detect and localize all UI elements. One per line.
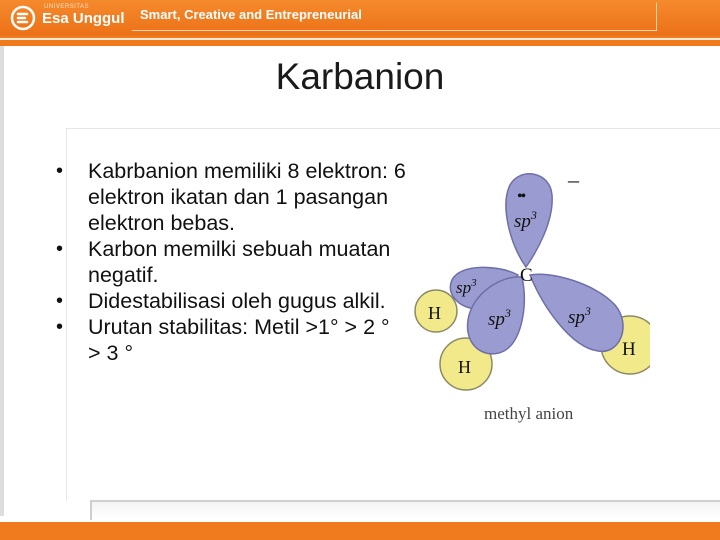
hydrogen-label-right: H	[622, 339, 636, 360]
bullet-list	[56, 158, 406, 366]
left-edge-bar	[0, 46, 4, 516]
logo-emblem-icon	[10, 5, 36, 31]
slide-title-text: Karbanion	[275, 56, 445, 97]
orbital-exponent: 3	[584, 304, 591, 318]
bullet-item: • Kabrbanion memiliki 8 elektron: 6 elektron ikatan dan 1 pasangan elektron bebas.	[56, 158, 406, 236]
orbital-exponent: 3	[530, 208, 537, 222]
methyl-anion-diagram	[410, 165, 650, 435]
orbital-label: sp	[514, 211, 531, 232]
footer-bar	[0, 522, 720, 540]
diagram-caption: methyl anion	[484, 404, 574, 423]
orbital-label: sp	[568, 307, 585, 328]
footer-rule	[90, 500, 720, 520]
orbital-label: sp	[488, 309, 505, 330]
header-rule	[0, 38, 720, 40]
slide-title	[0, 56, 720, 98]
tagline: Smart, Creative and Entrepreneurial	[140, 7, 362, 22]
orbital-label: sp	[456, 278, 472, 297]
bullet-item: • Urutan stabilitas: Metil >1° > 2 ° > 3 °	[56, 314, 406, 366]
logo-text: Esa Unggul	[42, 9, 125, 27]
lone-pair-dots: ••	[517, 188, 525, 205]
university-logo[interactable]	[10, 4, 125, 32]
hydrogen-label-bottom: H	[458, 357, 471, 377]
header-bar	[0, 0, 720, 46]
hydrogen-label-left: H	[428, 303, 441, 323]
orbital-exponent: 3	[504, 306, 511, 320]
logo-small-text: UNIVERSITAS	[44, 4, 90, 10]
orbital-exponent: 3	[471, 277, 477, 289]
bullet-item: • Karbon memilki sebuah muatan negatif.	[56, 236, 406, 288]
negative-charge: –	[568, 167, 579, 192]
carbon-label: C	[520, 265, 533, 286]
bullet-item: • Didestabilisasi oleh gugus alkil.	[56, 288, 406, 314]
